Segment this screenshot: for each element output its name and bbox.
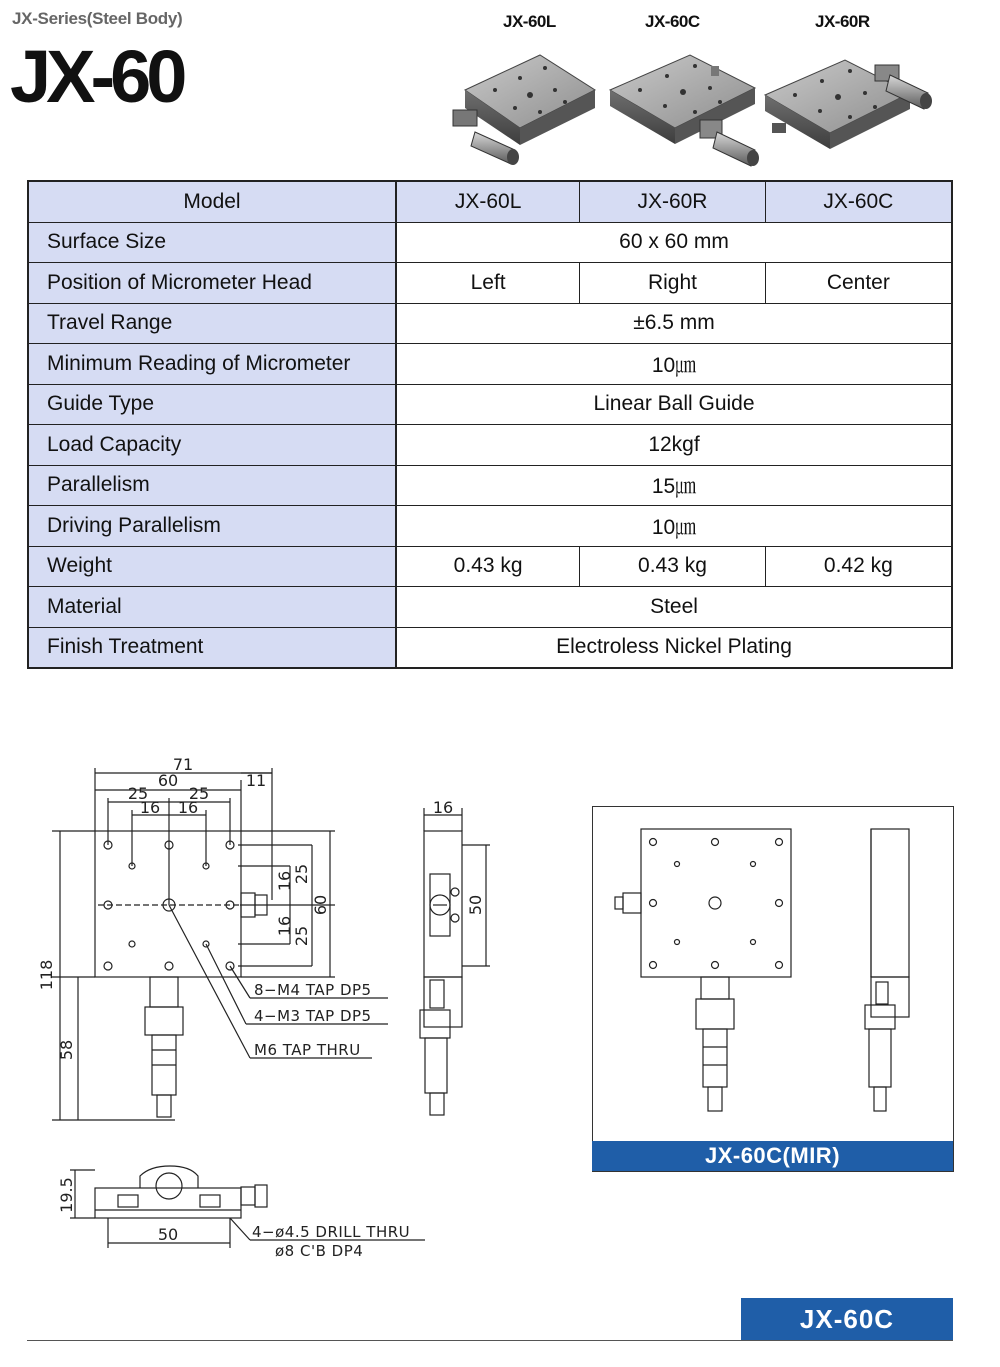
callout-m3: 4−M3 TAP DP5 <box>254 1007 372 1025</box>
row-value: 0.43 kg <box>580 546 765 587</box>
row-label: Weight <box>28 546 396 587</box>
dim-bottom-50: 50 <box>157 1225 179 1244</box>
header-model-r: JX-60R <box>580 181 765 222</box>
photo-label-r: JX-60R <box>815 12 870 31</box>
mir-label: JX-60C(MIR) <box>592 1141 953 1171</box>
dim-side-50: 50 <box>466 894 485 916</box>
row-label: Parallelism <box>28 465 396 506</box>
row-value: 12kgf <box>396 425 952 466</box>
row-value: Center <box>765 263 952 304</box>
header-model-label: Model <box>28 181 396 222</box>
row-value: 10㎛ <box>396 506 952 547</box>
callout-counterbore: ø8 C'B DP4 <box>275 1242 364 1260</box>
row-value: ±6.5 mm <box>396 303 952 344</box>
dim-v19-5: 19.5 <box>57 1177 76 1213</box>
row-label: Surface Size <box>28 222 396 263</box>
photo-label-l: JX-60L <box>503 12 556 31</box>
row-label: Guide Type <box>28 384 396 425</box>
top-view-plate <box>95 831 241 977</box>
row-value: Left <box>396 263 580 304</box>
row-label: Load Capacity <box>28 425 396 466</box>
footer-model-badge: JX-60C <box>741 1298 953 1340</box>
header-model-l: JX-60L <box>396 181 580 222</box>
row-label: Material <box>28 587 396 628</box>
callout-m6: M6 TAP THRU <box>254 1041 361 1059</box>
dim-v58: 58 <box>57 1039 76 1061</box>
model-title: JX-60 <box>10 35 183 118</box>
series-title: JX-Series(Steel Body) <box>12 9 183 28</box>
footer-divider <box>27 1340 953 1341</box>
row-value: Steel <box>396 587 952 628</box>
callout-m4: 8−M4 TAP DP5 <box>254 981 372 999</box>
dim-25-right: 25 <box>188 784 210 803</box>
mir-drawing <box>593 807 953 1143</box>
row-label: Position of Micrometer Head <box>28 263 396 304</box>
row-value: 15㎛ <box>396 465 952 506</box>
row-value: 0.42 kg <box>765 546 952 587</box>
dim-side-16: 16 <box>432 798 454 817</box>
dim-v16b: 16 <box>275 915 294 937</box>
row-label: Finish Treatment <box>28 627 396 668</box>
row-value: Right <box>580 263 765 304</box>
header-model-c: JX-60C <box>765 181 952 222</box>
dim-16-right: 16 <box>177 798 199 817</box>
row-label: Driving Parallelism <box>28 506 396 547</box>
dim-25-left: 25 <box>127 784 149 803</box>
dim-11: 11 <box>245 771 267 790</box>
row-value: 0.43 kg <box>396 546 580 587</box>
dim-v118: 118 <box>37 959 56 991</box>
dim-71: 71 <box>172 755 194 774</box>
row-value: Linear Ball Guide <box>396 384 952 425</box>
row-value: Electroless Nickel Plating <box>396 627 952 668</box>
dim-v16a: 16 <box>275 870 294 892</box>
callout-drill: 4−ø4.5 DRILL THRU <box>252 1223 411 1241</box>
dim-v60: 60 <box>311 894 330 916</box>
dim-60: 60 <box>157 771 179 790</box>
mir-variant-panel <box>592 806 954 1172</box>
row-label: Travel Range <box>28 303 396 344</box>
dim-v25b: 25 <box>292 925 311 947</box>
dim-16-left: 16 <box>139 798 161 817</box>
row-value: 60 x 60 mm <box>396 222 952 263</box>
photo-label-c: JX-60C <box>645 12 700 31</box>
row-value: 10㎛ <box>396 344 952 385</box>
row-label: Minimum Reading of Micrometer <box>28 344 396 385</box>
dim-v25a: 25 <box>292 863 311 885</box>
